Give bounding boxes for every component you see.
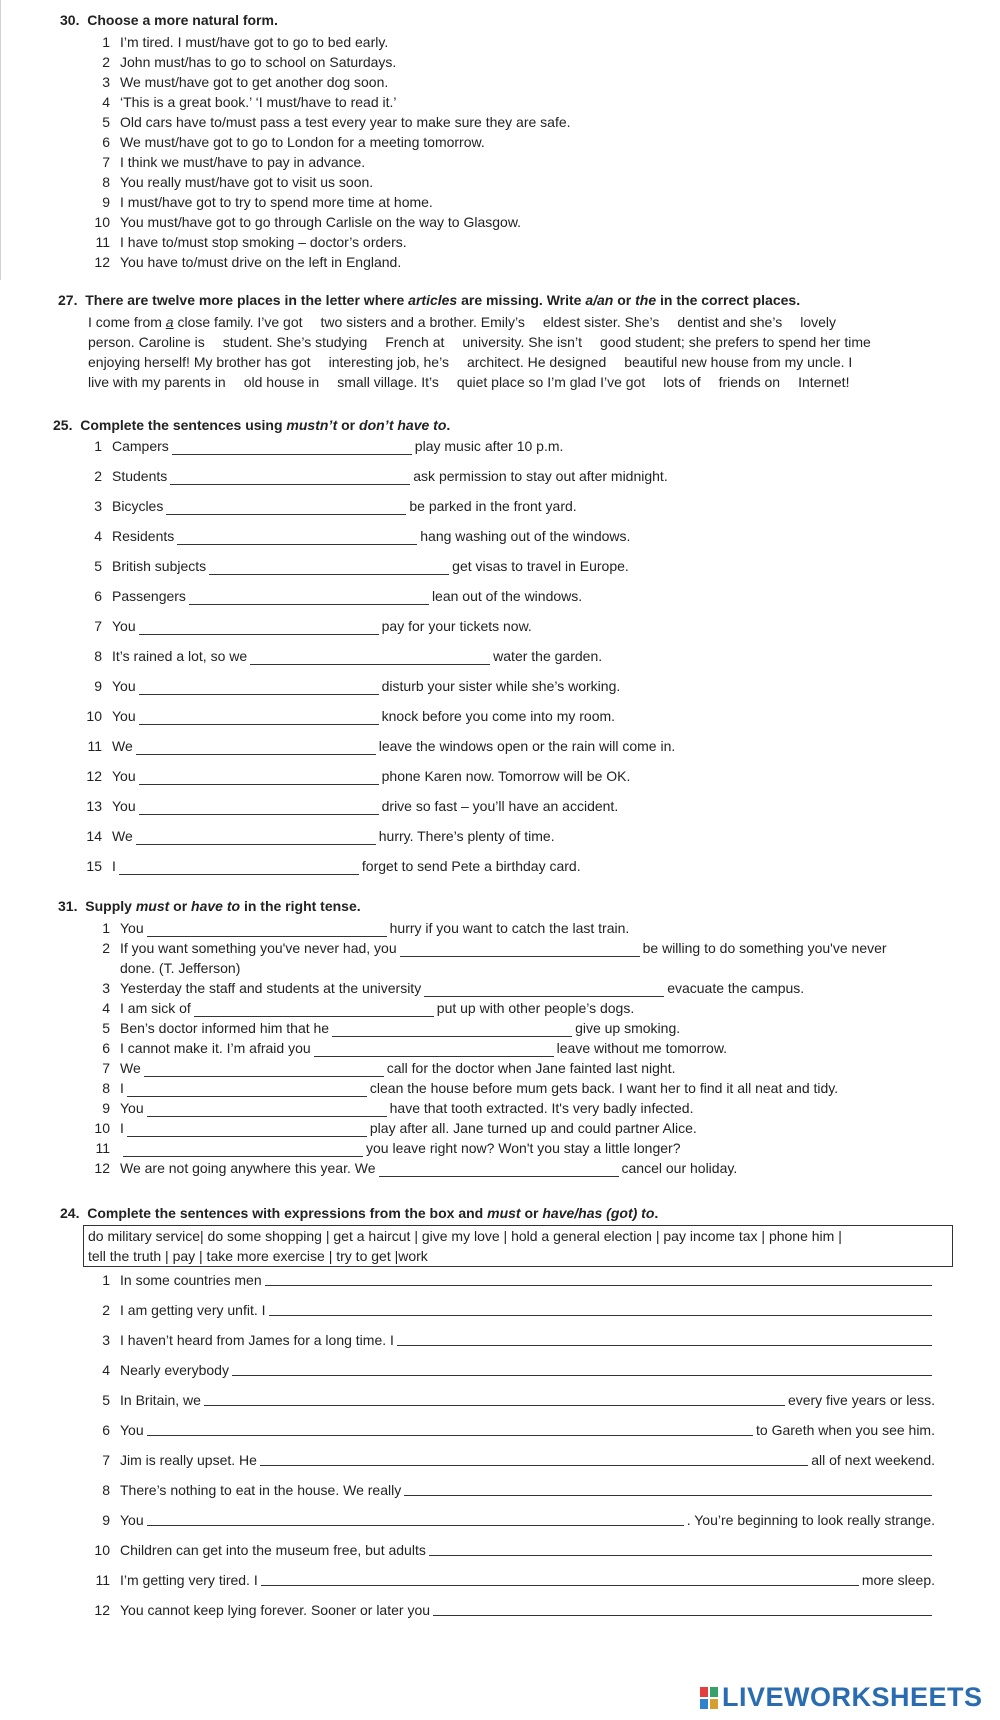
sentence-text: You really must/have got to visit us soon. — [120, 174, 374, 190]
instruction-part: or — [613, 292, 636, 308]
item-number: 2 — [102, 1302, 110, 1318]
list-item — [94, 1118, 697, 1138]
sentence-text: You must/have got to go through Carlisle on the way to Glasgow. — [120, 214, 522, 230]
instruction-emphasis: have/has (got) to — [542, 1205, 655, 1221]
sentence-start: You — [112, 678, 136, 694]
instruction-part: in the right tense. — [240, 898, 361, 914]
list-item — [102, 1270, 935, 1290]
list-item — [95, 232, 407, 252]
sentence-end: have that tooth extracted. It's very badly infected. — [389, 1100, 694, 1116]
text: interesting job, he’s — [328, 354, 449, 370]
sentence-start: You — [112, 768, 136, 784]
sentence-end: be willing to do something you've never — [642, 940, 887, 956]
item-number: 9 — [94, 678, 102, 694]
sentence-text: I’m tired. I must/have got to go to bed early. — [120, 34, 389, 50]
sentence-text: We must/have got to get another dog soon. — [120, 74, 389, 90]
item-number: 6 — [102, 134, 110, 150]
item-number: 8 — [102, 1080, 110, 1096]
sentence-end: every five years or less. — [787, 1392, 935, 1408]
letter-line-2 — [88, 332, 871, 352]
instruction-part: There are twelve more places in the letter where — [85, 292, 409, 308]
answer-blank[interactable] — [139, 769, 379, 785]
instruction-part: in the correct places. — [656, 292, 801, 308]
text: quiet place so I’m glad I’ve got — [456, 374, 646, 390]
expressions-box — [83, 1225, 953, 1267]
item-number: 5 — [94, 558, 102, 574]
sentence-end: cancel our holiday. — [621, 1160, 738, 1176]
item-number: 10 — [94, 1542, 110, 1558]
answer-blank[interactable] — [260, 1450, 808, 1466]
item-number: 7 — [102, 1452, 110, 1468]
instruction-emphasis: have to — [191, 898, 241, 914]
list-item — [102, 938, 887, 958]
sentence-end: pay for your tickets now. — [381, 618, 532, 634]
sentence-end: leave the windows open or the rain will come in. — [378, 738, 676, 754]
sentence-end: get visas to travel in Europe. — [452, 558, 629, 574]
list-item — [102, 1018, 681, 1038]
sentence-end: hang washing out of the windows. — [420, 528, 631, 544]
sentence-end: ask permission to stay out after midnight. — [413, 468, 668, 484]
item-number: 8 — [94, 648, 102, 664]
exercise-number: 25. — [53, 417, 73, 433]
list-item — [102, 1330, 935, 1350]
sentence-start: I — [112, 858, 116, 874]
sentence-text: I must/have got to try to spend more time at home. — [120, 194, 433, 210]
answer-blank[interactable] — [119, 859, 359, 875]
list-item — [102, 32, 389, 52]
sentence-end: drive so fast – you’ll have an accident. — [381, 798, 619, 814]
list-item — [102, 1480, 935, 1500]
text: student. She’s studying — [222, 334, 368, 350]
list-item — [94, 212, 522, 232]
sentence-text: You have to/must drive on the left in England. — [120, 254, 402, 270]
sentence-start: I cannot make it. I’m afraid you — [120, 1040, 311, 1056]
list-item — [95, 1138, 681, 1158]
text: architect. He designed — [466, 354, 607, 370]
text: French at — [385, 334, 445, 350]
letter-line-4 — [88, 372, 871, 392]
list-item — [94, 1158, 738, 1178]
instruction-part: Supply — [85, 898, 136, 914]
item-number: 4 — [102, 1000, 110, 1016]
answer-blank[interactable] — [177, 529, 417, 545]
list-item — [86, 796, 619, 816]
item-number: 5 — [102, 1020, 110, 1036]
answer-blank[interactable] — [261, 1570, 859, 1586]
list-item — [102, 998, 635, 1018]
sentence-end: water the garden. — [493, 648, 603, 664]
sentence-start: There’s nothing to eat in the house. We really — [120, 1482, 402, 1498]
exercise-number: 31. — [58, 898, 78, 914]
instruction-emphasis: a/an — [585, 292, 614, 308]
list-item — [102, 112, 571, 132]
sentence-end: clean the house before mum gets back. I want her to find it all neat and tidy. — [369, 1080, 839, 1096]
sentence-start: If you want something you've never had, you — [120, 940, 397, 956]
text: lovely — [800, 314, 836, 330]
expressions-line-2: tell the truth | pay | take more exercise | try to get |work — [88, 1248, 428, 1264]
sentence-end: phone Karen now. Tomorrow will be OK. — [381, 768, 631, 784]
item-number: 11 — [95, 1572, 110, 1588]
list-item — [94, 676, 621, 696]
sentence-start: Campers — [112, 438, 169, 454]
item-number: 5 — [102, 1392, 110, 1408]
answer-blank[interactable] — [136, 829, 376, 845]
list-item — [94, 436, 564, 456]
sentence-end: you leave right now? Won't you stay a little longer? — [366, 1140, 681, 1156]
sentence-text: Old cars have to/must pass a test every year to make sure they are safe. — [120, 114, 571, 130]
sentence-start: In Britain, we — [120, 1392, 201, 1408]
answer-blank[interactable] — [147, 1420, 753, 1436]
item-number: 6 — [94, 588, 102, 604]
list-item — [94, 1540, 935, 1560]
sentence-end: put up with other people’s dogs. — [436, 1000, 635, 1016]
sentence-start: We — [112, 828, 133, 844]
sentence-start: Jim is really upset. He — [120, 1452, 257, 1468]
text: eldest sister. She’s — [542, 314, 660, 330]
list-item — [102, 918, 630, 938]
instruction-part: or — [169, 898, 192, 914]
sentence-start: I — [120, 1120, 124, 1136]
list-item — [94, 1600, 935, 1620]
item-number: 7 — [102, 154, 110, 170]
sentence-start: British subjects — [112, 558, 207, 574]
letter-line-1 — [88, 312, 871, 332]
sentence-start: Residents — [112, 528, 175, 544]
item-number: 12 — [94, 1160, 110, 1176]
answer-blank[interactable] — [139, 619, 379, 635]
item-number: 1 — [94, 438, 102, 454]
answer-blank[interactable] — [147, 1510, 684, 1526]
item-number: 2 — [102, 54, 110, 70]
margin-rule — [0, 0, 1, 280]
instruction-emphasis: mustn’t — [286, 417, 338, 433]
list-item — [102, 1038, 728, 1058]
instruction-part: or — [520, 1205, 543, 1221]
item-number: 4 — [102, 94, 110, 110]
text: old house in — [243, 374, 320, 390]
instruction-part: are missing. Write — [457, 292, 586, 308]
item-number: 13 — [86, 798, 102, 814]
list-item — [94, 586, 583, 606]
sentence-start: I am sick of — [120, 1000, 191, 1016]
list-item — [95, 1570, 935, 1590]
item-number: 1 — [102, 34, 110, 50]
item-number: 8 — [102, 174, 110, 190]
item-number: 6 — [102, 1040, 110, 1056]
answer-blank[interactable] — [172, 439, 412, 455]
answer-blank[interactable] — [429, 1540, 932, 1556]
answer-blank[interactable] — [379, 1161, 619, 1177]
list-item — [102, 1098, 694, 1118]
letter-line-3 — [88, 352, 871, 372]
sentence-start: We are not going anywhere this year. We — [120, 1160, 376, 1176]
sentence-end: hurry if you want to catch the last train. — [389, 920, 630, 936]
sentence-end: play after all. Jane turned up and could partner Alice. — [369, 1120, 697, 1136]
list-item — [94, 526, 631, 546]
sentence-start: We — [120, 1060, 141, 1076]
list-item — [102, 1510, 935, 1530]
sentence-end: leave without me tomorrow. — [556, 1040, 728, 1056]
exercise-number: 30. — [60, 12, 80, 28]
item-number: 1 — [102, 920, 110, 936]
exercise-27-title — [58, 292, 800, 308]
item-number: 11 — [87, 738, 102, 754]
item-number: 4 — [102, 1362, 110, 1378]
answer-blank[interactable] — [166, 499, 406, 515]
exercise-number: 27. — [58, 292, 78, 308]
sentence-start: You — [120, 1422, 144, 1438]
item-number: 10 — [94, 1120, 110, 1136]
instruction-emphasis: the — [635, 292, 657, 308]
answer-blank[interactable] — [433, 1600, 932, 1616]
instruction-part: . — [446, 417, 451, 433]
sentence-end: be parked in the front yard. — [409, 498, 577, 514]
answer-blank[interactable] — [209, 559, 449, 575]
item-number: 12 — [86, 768, 102, 784]
logo-text: LIVEWORKSHEETS — [722, 1682, 983, 1712]
item-number: 12 — [94, 1602, 110, 1618]
sentence-start: You — [120, 1512, 144, 1528]
sentence-end: more sleep. — [861, 1572, 935, 1588]
list-item — [94, 556, 629, 576]
list-item — [102, 1420, 935, 1440]
text: university. She isn’t — [462, 334, 582, 350]
item-number: 9 — [102, 194, 110, 210]
list-item — [94, 252, 402, 272]
list-item — [102, 52, 397, 72]
sentence-text: John must/has to go to school on Saturdays. — [120, 54, 397, 70]
sentence-text: ‘This is a great book.’ ‘I must/have to read it.’ — [120, 94, 397, 110]
answer-blank[interactable] — [404, 1480, 932, 1496]
item-number: 10 — [94, 214, 110, 230]
text: friends on — [718, 374, 781, 390]
sentence-start: done. (T. Jefferson) — [120, 960, 241, 976]
liveworksheets-logo — [700, 1682, 983, 1713]
sentence-start: Nearly everybody — [120, 1362, 229, 1378]
item-number: 9 — [102, 1100, 110, 1116]
sentence-end: to Gareth when you see him. — [756, 1422, 935, 1438]
item-number: 2 — [102, 940, 110, 956]
sentence-start: I am getting very unfit. I — [120, 1302, 266, 1318]
item-number: 11 — [95, 1140, 110, 1156]
item-number: 10 — [86, 708, 102, 724]
sentence-start: I’m getting very tired. I — [120, 1572, 258, 1588]
list-item — [102, 1058, 676, 1078]
sentence-start: Ben’s doctor informed him that he — [120, 1020, 330, 1036]
answer-blank[interactable] — [123, 1141, 363, 1157]
instruction-emphasis: don’t have to — [359, 417, 447, 433]
list-item — [86, 766, 631, 786]
list-item — [86, 856, 581, 876]
list-item — [102, 1300, 935, 1320]
answer-blank[interactable] — [139, 799, 379, 815]
text: dentist and she’s — [677, 314, 783, 330]
sentence-start: You — [120, 920, 144, 936]
list-item — [87, 736, 676, 756]
item-number: 14 — [86, 828, 102, 844]
example-article: a — [165, 314, 174, 330]
sentence-start: It’s rained a lot, so we — [112, 648, 248, 664]
list-item — [102, 978, 805, 998]
item-number: 1 — [102, 1272, 110, 1288]
item-number: 3 — [94, 498, 102, 514]
instruction-part: Complete the sentences with expressions from the box and — [87, 1205, 488, 1221]
answer-blank[interactable] — [397, 1330, 932, 1346]
instruction-part: or — [337, 417, 360, 433]
answer-blank[interactable] — [400, 941, 640, 957]
sentence-text: I have to/must stop smoking – doctor’s orders. — [120, 234, 407, 250]
list-item — [86, 706, 616, 726]
instruction-part: . — [654, 1205, 659, 1221]
answer-blank[interactable] — [147, 921, 387, 937]
list-item — [94, 466, 668, 486]
item-number: 3 — [102, 980, 110, 996]
item-number: 6 — [102, 1422, 110, 1438]
item-number: 12 — [94, 254, 110, 270]
text: I come from — [88, 314, 166, 330]
sentence-start: Bicycles — [112, 498, 164, 514]
letter-text — [88, 312, 871, 392]
list-item — [94, 646, 603, 666]
sentence-text: I think we must/have to pay in advance. — [120, 154, 366, 170]
instruction-emphasis: must — [135, 898, 170, 914]
sentence-start: Students — [112, 468, 168, 484]
sentence-text: We must/have got to go to London for a meeting tomorrow. — [120, 134, 485, 150]
item-number: 4 — [94, 528, 102, 544]
sentence-start: You cannot keep lying forever. Sooner or later you — [120, 1602, 431, 1618]
answer-blank[interactable] — [250, 649, 490, 665]
item-number: 9 — [102, 1512, 110, 1528]
sentence-start: We — [112, 738, 133, 754]
answer-blank[interactable] — [189, 589, 429, 605]
item-number: 5 — [102, 114, 110, 130]
item-number: 15 — [86, 858, 102, 874]
text: two sisters and a brother. Emily’s — [320, 314, 525, 330]
sentence-start: Children can get into the museum free, but adults — [120, 1542, 426, 1558]
item-number: 11 — [95, 234, 110, 250]
answer-blank[interactable] — [265, 1270, 932, 1286]
text: enjoying herself! My brother has got — [88, 354, 311, 370]
answer-blank[interactable] — [127, 1121, 367, 1137]
sentence-start: I haven’t heard from James for a long time. I — [120, 1332, 394, 1348]
sentence-start: Passengers — [112, 588, 186, 604]
list-item — [102, 192, 433, 212]
exercise-31-title — [58, 898, 361, 914]
sentence-start: I — [120, 1080, 124, 1096]
sentence-end: play music after 10 p.m. — [414, 438, 564, 454]
text: good student; she prefers to spend her time — [599, 334, 871, 350]
sentence-end: call for the doctor when Jane fainted last night. — [386, 1060, 676, 1076]
text: Internet! — [798, 374, 850, 390]
sentence-end: . You’re beginning to look really strange. — [686, 1512, 935, 1528]
answer-blank[interactable] — [136, 739, 376, 755]
item-number: 2 — [94, 468, 102, 484]
list-item — [102, 92, 397, 112]
sentence-start: Yesterday the staff and students at the university — [120, 980, 422, 996]
answer-blank[interactable] — [144, 1061, 384, 1077]
sentence-end: give up smoking. — [575, 1020, 681, 1036]
item-number: 3 — [102, 1332, 110, 1348]
list-item — [102, 72, 389, 92]
exercise-25-title — [53, 417, 450, 433]
text: live with my parents in — [88, 374, 226, 390]
item-number: 7 — [102, 1060, 110, 1076]
answer-blank[interactable] — [332, 1021, 572, 1037]
list-item — [86, 826, 555, 846]
answer-blank[interactable] — [127, 1081, 367, 1097]
answer-blank[interactable] — [204, 1390, 785, 1406]
sentence-end: knock before you come into my room. — [381, 708, 616, 724]
list-item — [102, 132, 485, 152]
expressions-line-1: do military service| do some shopping | get a haircut | give my love | hold a general election | pay income tax | phone him | — [88, 1228, 842, 1244]
list-item — [102, 1450, 935, 1470]
item-number: 8 — [102, 1482, 110, 1498]
instruction-part: Complete the sentences using — [80, 417, 287, 433]
list-item — [102, 172, 374, 192]
list-item — [102, 1360, 935, 1380]
sentence-end: evacuate the campus. — [667, 980, 805, 996]
exercise-24-title — [60, 1205, 658, 1221]
liveworksheets-logo-icon — [700, 1687, 718, 1709]
list-item — [94, 496, 577, 516]
text: small village. It’s — [337, 374, 439, 390]
exercise-30-title — [60, 12, 278, 28]
text: close family. I’ve got — [173, 314, 303, 330]
exercise-instruction: Choose a more natural form. — [87, 12, 278, 28]
answer-blank[interactable] — [170, 469, 410, 485]
instruction-emphasis: must — [487, 1205, 521, 1221]
list-item — [94, 616, 532, 636]
answer-blank[interactable] — [314, 1041, 554, 1057]
answer-blank[interactable] — [147, 1101, 387, 1117]
item-number: 3 — [102, 74, 110, 90]
sentence-end: forget to send Pete a birthday card. — [361, 858, 581, 874]
sentence-end: disturb your sister while she’s working. — [381, 678, 621, 694]
answer-blank[interactable] — [424, 981, 664, 997]
sentence-start: In some countries men — [120, 1272, 262, 1288]
answer-blank[interactable] — [194, 1001, 434, 1017]
instruction-emphasis: articles — [408, 292, 458, 308]
text: person. Caroline is — [88, 334, 205, 350]
sentence-end: hurry. There’s plenty of time. — [378, 828, 555, 844]
sentence-start: You — [112, 618, 136, 634]
text: beautiful new house from my uncle. I — [624, 354, 853, 370]
answer-blank[interactable] — [139, 679, 379, 695]
list-item — [102, 1390, 935, 1410]
list-item — [102, 152, 366, 172]
exercise-number: 24. — [60, 1205, 80, 1221]
sentence-end: lean out of the windows. — [431, 588, 583, 604]
sentence-start: You — [120, 1100, 144, 1116]
sentence-end: all of next weekend. — [811, 1452, 935, 1468]
answer-blank[interactable] — [139, 709, 379, 725]
list-item — [120, 958, 240, 978]
item-number: 7 — [94, 618, 102, 634]
text: lots of — [663, 374, 701, 390]
answer-blank[interactable] — [232, 1360, 932, 1376]
answer-blank[interactable] — [269, 1300, 932, 1316]
sentence-start: You — [112, 798, 136, 814]
list-item — [102, 1078, 839, 1098]
sentence-start: You — [112, 708, 136, 724]
